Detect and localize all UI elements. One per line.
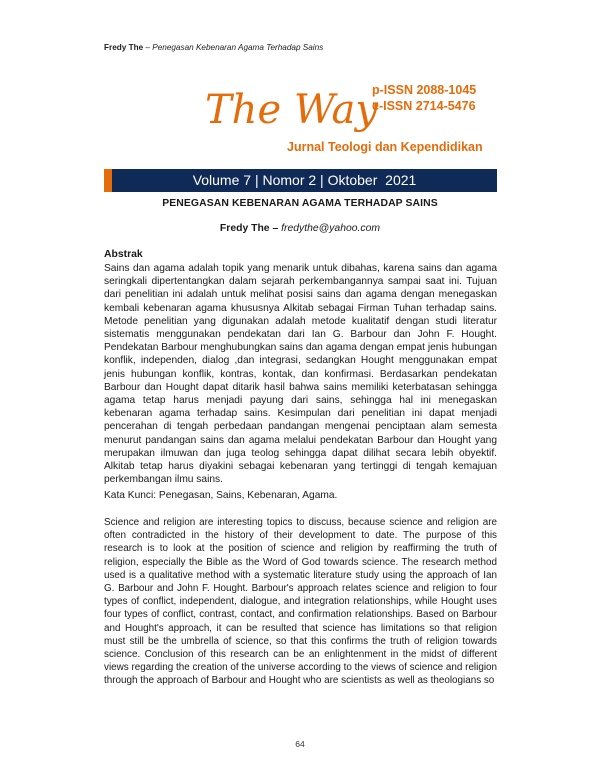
running-head-author: Fredy The <box>104 43 144 52</box>
e-issn: e-ISSN 2714-5476 <box>372 99 476 113</box>
running-head-title: Penegasan Kebenaran Agama Terhadap Sains <box>152 43 324 52</box>
issn-block <box>372 82 476 114</box>
volume-banner <box>104 169 497 192</box>
volume-line: Volume 7 | Nomor 2 | Oktober 2021 <box>192 172 417 188</box>
english-abstract: Science and religion are interesting topics to discuss, because science and religion are often contradicted in the history of their development to date. The purpose of this research is to look at the position of science and religion by reaffirming the truth of religion, especially the Bible as the Word of God towards science. The research method used is a qualitative method with a systematic literature study using the approach of Ian G. Barbour and John F. Hought. Barbour's approach relates science and religion to four types of conflict, independent, dialogue, and integration relationships, while Hought uses four types of conflict, contrast, contact, and confirmation relationships. Based on Barbour and Hought's approach, it can be resulted that science has limitations so that religion must still be the umbrella of science, so that this confirms the truth of religion towards science. Conclusion of this research can be an enlightenment in the midst of different views regarding the creation of the universe according to the views of science and religion through the approach of Barbour and Hought who are scientists as well as theologians so <box>104 517 497 687</box>
article-title: PENEGASAN KEBENARAN AGAMA TERHADAP SAINS <box>162 198 438 209</box>
author-line <box>0 223 600 234</box>
running-head-separator: – <box>143 43 153 52</box>
running-head <box>104 43 323 52</box>
p-issn: p-ISSN 2088-1045 <box>372 83 477 97</box>
journal-subtitle: Jurnal Teologi dan Kependidikan <box>287 140 483 154</box>
author-email[interactable]: fredythe@yahoo.com <box>281 223 381 234</box>
author-name: Fredy The – <box>219 223 279 234</box>
page-number: 64 <box>295 739 305 749</box>
abstract-heading: Abstrak <box>104 249 143 260</box>
journal-logo: The Way <box>205 87 378 133</box>
abstract-text: Sains dan agama adalah topik yang menarik untuk dibahas, karena sains dan agama seringkali dipertentangkan dalam sejarah perkembangannya sampai saat ini. Tujuan dari penelitian ini adalah untuk melihat posisi sains dan agama dengan menegaskan kembali kebenaran agama khususnya Alkitab sebagai Firman Tuhan terhadap sains. Metode penelitian yang digunakan adalah metode kualitatif dengan studi literatur sistematis menggunakan pendekatan dari Ian G. Barbour dan John F. Hought. Pendekatan Barbour menghubungkan sains dan agama dengan empat jenis hubungan konflik, independen, dialog ,dan integrasi, sedangkan Hought menggunakan empat jenis hubungan konflik, kontras, kontak, dan konfirmasi. Berdasarkan pendekatan Barbour dan Hought dapat ditarik hasil bahwa sains memiliki keterbatasan sehingga agama tetap harus menjadi payung dari sains, sehingga hal ini menegaskan kebenaran agama terhadap sains. Kesimpulan dari penelitian ini dapat menjadi pencerahan di tengah perbedaan pandangan mengenai penciptaan alam semesta menurut pandangan sains dan agama melalui pendekatan Barbour dan Hought yang merupakan ilmuwan dan juga teolog sehingga dapat dilihat secara lebih obyektif. Alkitab tetap harus diyakini sebagai kebenaran yang tertinggi di tengah kemajuan perkembangan ilmu sains. <box>104 263 497 486</box>
keywords: Kata Kunci: Penegasan, Sains, Kebenaran, Agama. <box>104 490 338 501</box>
